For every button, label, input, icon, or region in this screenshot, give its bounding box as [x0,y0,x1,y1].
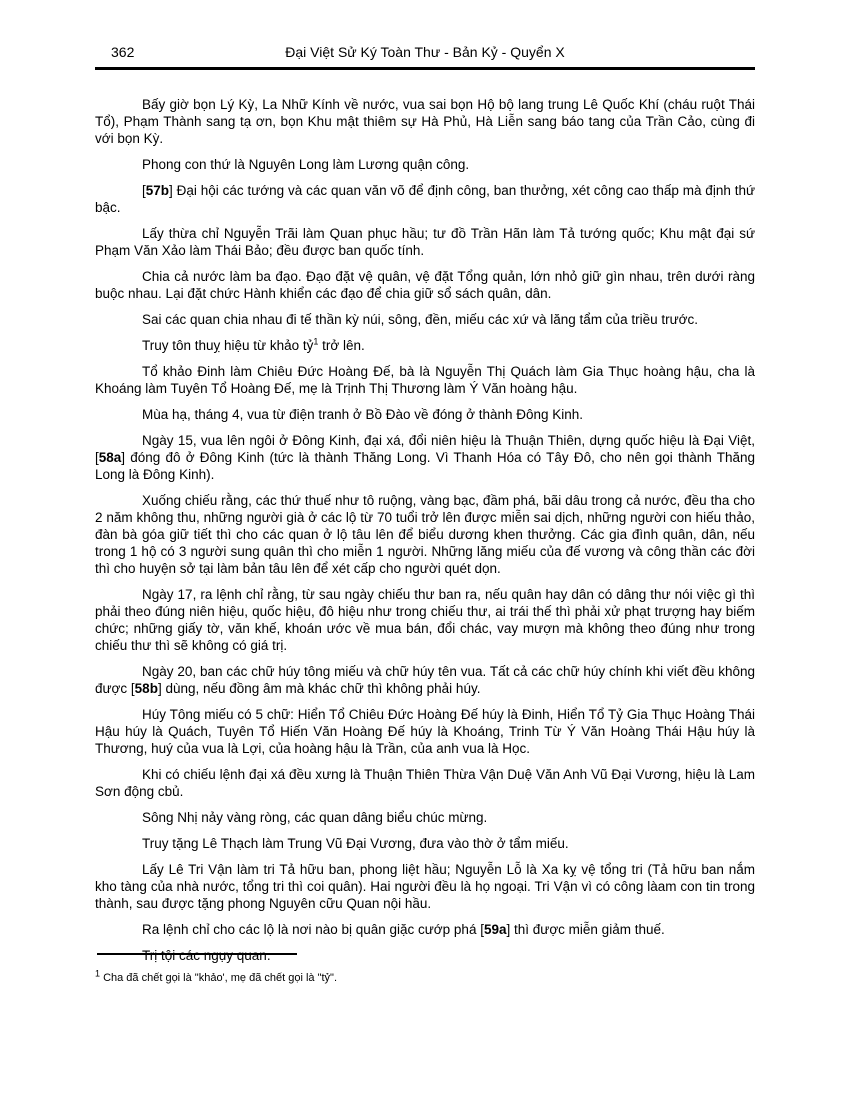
paragraph: Mùa hạ, tháng 4, vua từ điện tranh ở Bồ Đào về đóng ở thành Đông Kinh. [142,407,584,422]
paragraph: [57b] Đại hội các tướng và các quan văn võ để định công, ban thưởng, xét công cao thấp mà định thứ bậc. [95,183,755,215]
paragraph: Lấy thừa chỉ Nguyễn Trãi làm Quan phục hầu; tư đồ Trần Hãn làm Tả tướng quốc; Khu mật đại sứ Phạm Văn Xảo làm Thái Bảo; đều được ban quốc tính. [95,226,755,258]
body-paragraphs [95,96,755,964]
folio-marker: [59a] [480,922,511,937]
footnote-ref: 1 [95,968,101,979]
paragraph: Bấy giờ bọn Lý Kỳ, La Nhữ Kính về nước, vua sai bọn Hộ bộ lang trung Lê Quốc Khí (cháu ruột Thái Tổ), Phạm Thành sang tạ ơn, bọn Khu mật thiêm sự Hà Phủ, Hà Liễn sang báo tang của Trần Cảo, cùng đi với bọn Kỳ. [95,97,755,146]
paragraph: Sai các quan chia nhau đi tế thần kỳ núi, sông, đền, miếu các xứ và lăng tẩm của triều trước. [142,312,698,327]
paragraph: Ngày 17, ra lệnh chỉ rằng, từ sau ngày chiếu thư ban ra, nếu quân hay dân có dâng thư nói việc gì thì phải theo đúng niên hiệu, quốc hiệu, đô hiệu như trong chiếu thư, ai trái thế thì phải xử phạt trượng hay biếm chức; những giấy tờ, văn khế, khoán ước về mua bán, đổi chác, vay mượn mà không theo đúng như trong chiếu thư thì sẽ không có giá trị. [95,587,755,653]
paragraph: Ngày 15, vua lên ngôi ở Đông Kinh, đại xá, đổi niên hiệu là Thuận Thiên, dựng quốc hiệu là Đại Việt, [58a] đóng đô ở Đông Kinh (tức là thành Thăng Long. Vì Thanh Hóa có Tây Đô, cho nên gọi thành Thăng Long là Đông Kinh). [95,433,755,482]
paragraph: Chia cả nước làm ba đạo. Đạo đặt vệ quân, vệ đặt Tổng quản, lớn nhỏ giữ gìn nhau, trên dưới ràng buộc nhau. Lại đặt chức Hành khiển các đạo để chia giữ sổ sách quân, dân. [95,269,755,301]
paragraph: Ra lệnh chỉ cho các lộ là nơi nào bị quân giặc cướp phá [59a] thì được miễn giảm thuế. [142,922,665,937]
footnote-text [95,968,755,985]
page-header [95,0,755,70]
page-number: 362 [111,44,135,60]
paragraph: Phong con thứ là Nguyên Long làm Lương quận công. [142,157,470,172]
paragraph: Húy Tông miếu có 5 chữ: Hiển Tổ Chiêu Đức Hoàng Đế húy là Đinh, Hiển Tổ Tỷ Gia Thục Hoàng Thái Hậu húy là Quách, Tuyên Tổ Hiến Văn Hoàng Đế húy là Khoáng, Trinh Từ Ý Văn Hoàng Thái Hậu húy là Thương, huý của vua là Lợi, của hoàng hậu là Trần, của anh vua là Học. [95,707,755,756]
footnote-ref-marker: 1 [313,336,319,347]
folio-marker: [58a] [95,450,126,465]
paragraph: Ngày 20, ban các chữ húy tông miếu và chữ húy tên vua. Tất cả các chữ húy chính khi viết đều không được [58b] dùng, nếu đồng âm mà khác chữ thì không phải húy. [95,664,755,696]
paragraph: Xuống chiếu rằng, các thứ thuế như tô ruộng, vàng bạc, đầm phá, bãi dâu trong cả nước, đều tha cho 2 năm không thu, những người già ở các lộ từ 70 tuổi trở lên được miễn sai dịch, những người con hiếu thảo, đàn bà góa giữ tiết thì cho các quan ở lộ tâu lên để biểu dương khen thưởng. Các gia đình quân, dân, nếu trong 1 hộ có 3 người sung quân thì cho miễn 1 người. Những lăng miếu của đế vương và công thần các đời thì cho huyện sở tại làm bản tâu lên để xét cấp cho người quét dọn. [95,493,755,576]
paragraph: Trị tội các ngụy quan. [142,948,271,963]
footnote-separator [97,953,297,955]
paragraph: Truy tôn thuỵ hiệu từ khảo tỷ$^1$ trở lên. [142,336,365,353]
paragraph: Tổ khảo Đinh làm Chiêu Đức Hoàng Đế, bà là Nguyễn Thị Quách làm Gia Thục hoàng hậu, cha là Khoáng làm Tuyên Tổ Hoàng Đế, mẹ là Trịnh Thị Thương làm Ý Văn hoàng hậu. [95,364,755,396]
paragraph: Lấy Lê Tri Vận làm tri Tả hữu ban, phong liệt hầu; Nguyễn Lỗ là Xa kỵ vệ tổng tri (Tả hữu ban nắm kho tàng của nhà nước, tổng tri thì coi quân). Hai người đều là họ ngoại. Tri Vận vì có công làam con tin trong thành, sau được tặng phong Nguyên cữu Quan nội hầu. [95,862,755,911]
paragraph: Truy tặng Lê Thạch làm Trung Vũ Đại Vương, đưa vào thờ ở tẩm miếu. [142,836,569,851]
footnote [95,953,755,985]
footnote-body: Cha đã chết gọi là "khảo', mẹ đã chết gọi là "tỷ". [100,972,338,984]
paragraph: Sông Nhị nảy vàng ròng, các quan dâng biểu chúc mừng. [142,810,488,825]
folio-marker: [58b] [130,681,162,696]
page-title: Đại Việt Sử Ký Toàn Thư - Bản Kỷ - Quyển X [285,44,565,60]
folio-marker: [57b] [142,183,173,198]
paragraph: Khi có chiếu lệnh đại xá đều xưng là Thuận Thiên Thừa Vận Duệ Văn Anh Vũ Đại Vương, hiệu là Lam Sơn động cbủ. [95,767,755,799]
